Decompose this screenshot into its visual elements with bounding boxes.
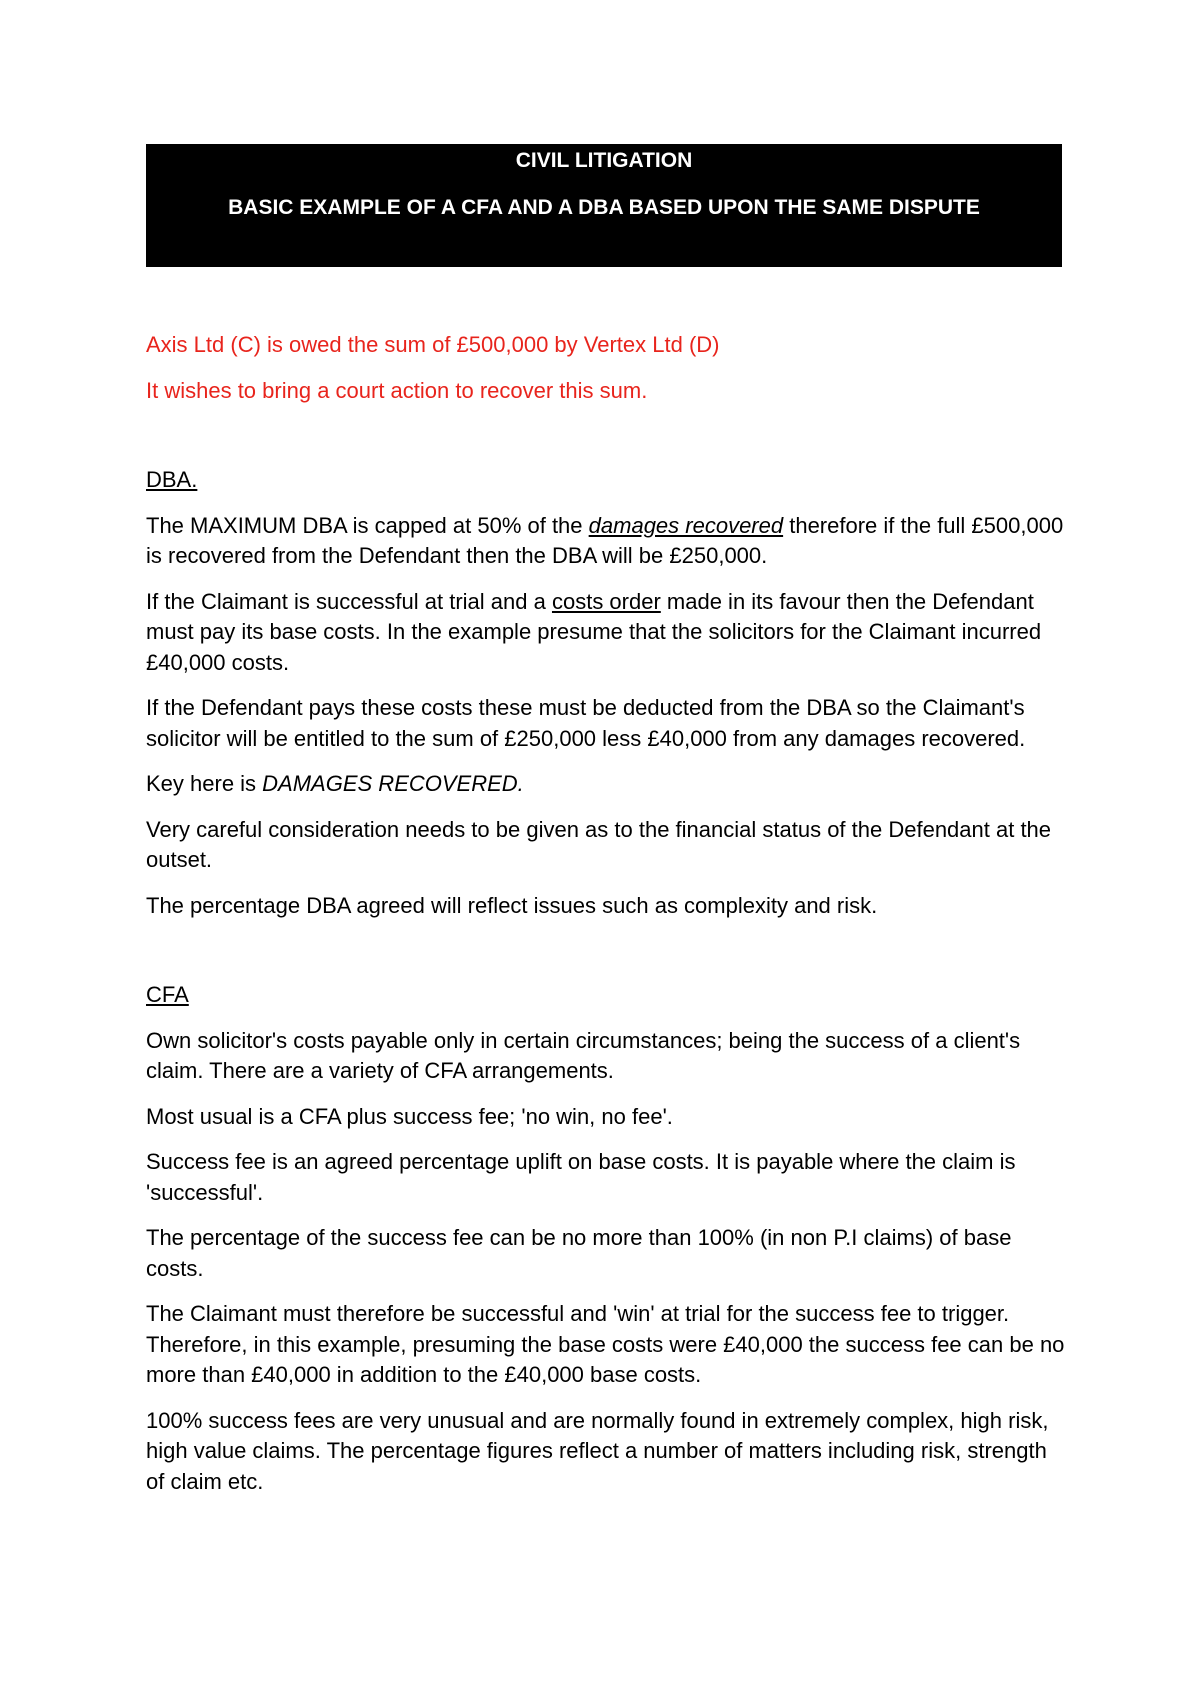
- cfa-paragraph-3: Success fee is an agreed percentage uplift on base costs. It is payable where the claim is 'successful'.: [146, 1149, 1016, 1205]
- dba-p4-emphasis: DAMAGES RECOVERED.: [262, 771, 524, 796]
- dba-p2-text-b: made in its favour then the Defendant must pay its base costs. In the example presume that the solicitors for the Claimant incurred £40,000 costs.: [146, 588, 1042, 675]
- cfa-paragraph-2: Most usual is a CFA plus success fee; 'no win, no fee'.: [146, 1103, 673, 1129]
- dba-p1-text-a: The MAXIMUM DBA is capped at 50% of the: [146, 512, 589, 538]
- dba-p4-text-a: Key here is: [146, 771, 263, 796]
- spacer: [146, 421, 1066, 465]
- dba-p2-text-a: If the Claimant is successful at trial and a: [146, 588, 552, 614]
- dba-paragraph-2: [146, 587, 1066, 679]
- dba-heading: DBA.: [146, 467, 198, 492]
- document-body: [146, 330, 1066, 1512]
- dba-p1-emphasis: damages recovered: [588, 512, 784, 538]
- intro-line-1: Axis Ltd (C) is owed the sum of £500,000 by Vertex Ltd (D): [146, 332, 720, 357]
- dba-paragraph-3: If the Defendant pays these costs these must be deducted from the DBA so the Claimant's solicitor will be entitled to the sum of £250,000 less £40,000 from any damages recovered.: [146, 695, 1026, 751]
- title-banner: [146, 144, 1062, 267]
- dba-paragraph-6: The percentage DBA agreed will reflect issues such as complexity and risk.: [146, 892, 878, 918]
- document-subtitle: BASIC EXAMPLE OF A CFA AND A DBA BASED UPON THE SAME DISPUTE: [228, 196, 980, 219]
- dba-paragraph-1: [146, 511, 1066, 572]
- cfa-paragraph-4: The percentage of the success fee can be no more than 100% (in non P.I claims) of base costs.: [146, 1225, 1012, 1281]
- dba-p2-underline: costs order: [551, 588, 661, 614]
- dba-paragraph-4: [146, 769, 1066, 800]
- spacer: [146, 936, 1066, 980]
- cfa-paragraph-1: Own solicitor's costs payable only in certain circumstances; being the success of a client's claim. There are a variety of CFA arrangements.: [146, 1027, 1021, 1083]
- dba-paragraph-5: Very careful consideration needs to be given as to the financial status of the Defendant at the outset.: [146, 816, 1052, 872]
- cfa-paragraph-6: 100% success fees are very unusual and are normally found in extremely complex, high risk, high value claims. The percentage figures reflect a number of matters including risk, strength of claim etc.: [146, 1407, 1049, 1494]
- cfa-heading: CFA: [146, 982, 189, 1007]
- dba-p1-text-b: therefore if the full £500,000 is recovered from the Defendant then the DBA will be £250,000.: [146, 512, 1064, 568]
- document-title: CIVIL LITIGATION: [515, 149, 693, 172]
- intro-line-2: It wishes to bring a court action to recover this sum.: [146, 377, 648, 403]
- cfa-paragraph-5: The Claimant must therefore be successful and 'win' at trial for the success fee to trigger. Therefore, in this example, presuming the base costs were £40,000 the success fee can be no more than £40,000 in addition to the £40,000 base costs.: [146, 1301, 1065, 1387]
